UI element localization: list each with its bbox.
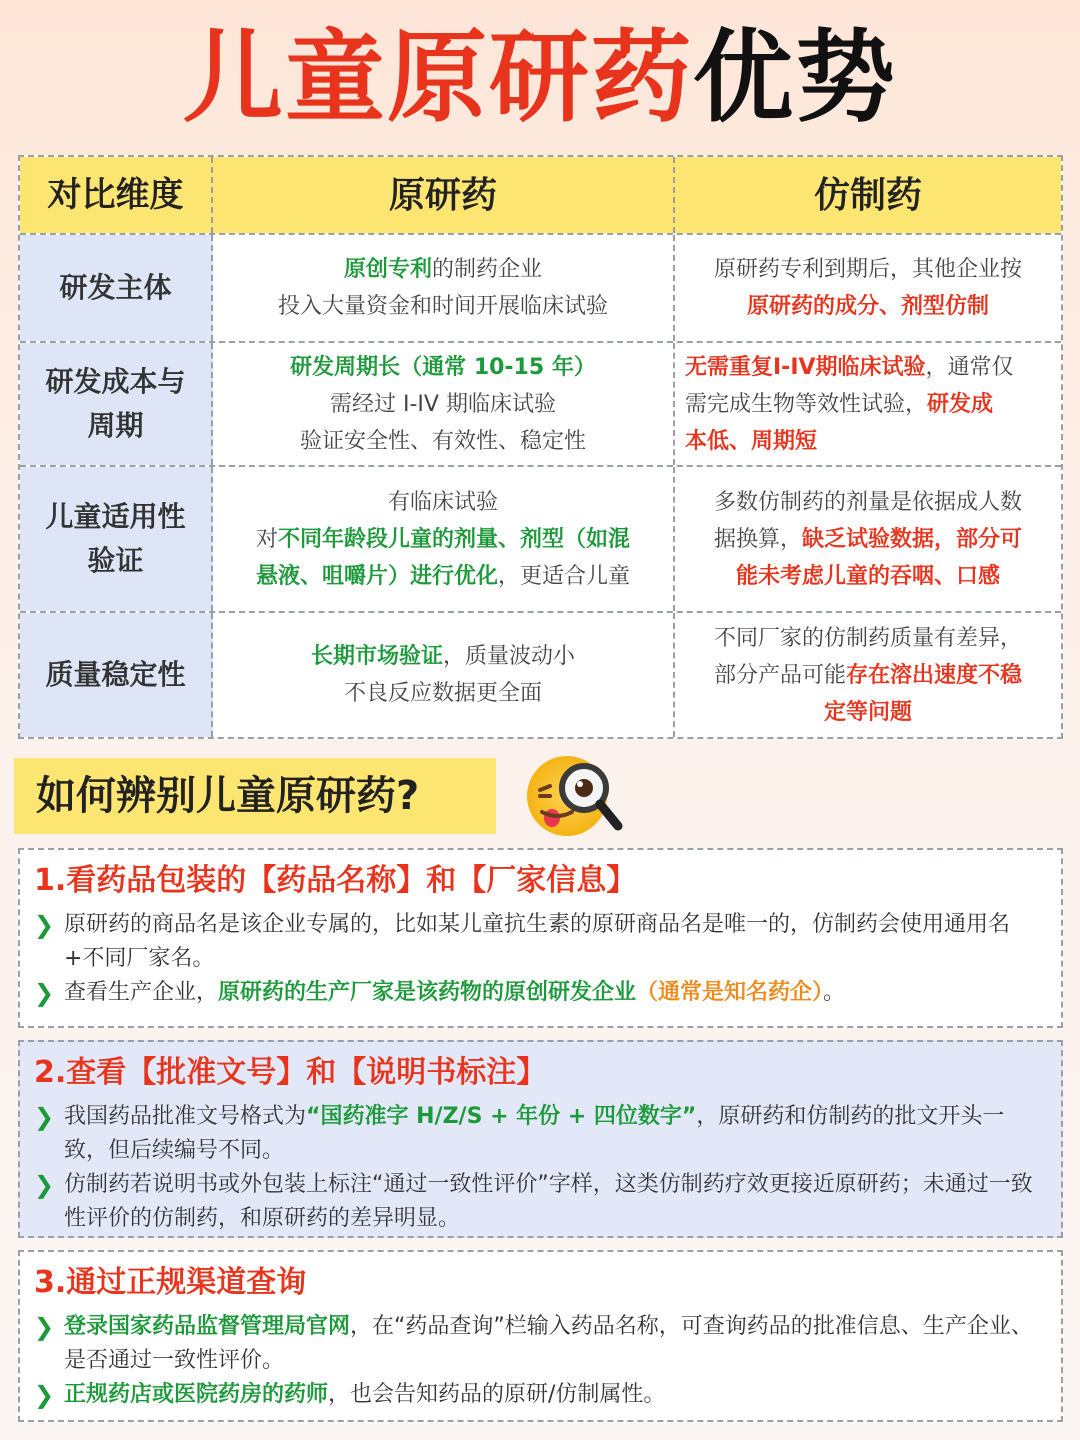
table-row (20, 341, 1061, 465)
list-item (34, 1310, 1047, 1378)
section-3 (18, 1250, 1063, 1422)
cell-text: 不良反应数据更全面 (343, 681, 542, 706)
highlight-red: 研发成 (927, 391, 994, 417)
generic-cell (675, 235, 1061, 341)
comparison-table (18, 155, 1063, 739)
highlight-green: 登录国家药品监督管理局官网 (64, 1314, 351, 1339)
dim-line: 研发成本与 (45, 365, 186, 398)
bullet-part: 查看生产企业， (64, 980, 219, 1005)
bullet-part: ，在“药品查询”栏输入药品名称，可查询药品的批准信息、生产企业、是否通过一致性评价。 (64, 1314, 1033, 1373)
highlight-orange: （通常是知名药企） (636, 980, 824, 1005)
header-original: 原研药 (213, 157, 675, 233)
bullet-text (64, 1310, 1047, 1378)
highlight-green: 不同年龄段儿童的剂量、剂型（如混 (278, 526, 631, 552)
list-item (34, 1168, 1047, 1236)
row-dimension (20, 467, 213, 611)
cell-text: ，质量波动小 (443, 644, 576, 669)
highlight-green: 长期市场验证 (310, 644, 443, 669)
table-row (20, 233, 1061, 341)
dim-line: 验证 (87, 544, 144, 577)
highlight-red: 原研药的成分、剂型仿制 (746, 294, 989, 319)
row-dimension (20, 343, 213, 465)
bullet-text: 仿制药若说明书或外包装上标注“通过一致性评价”字样，这类仿制药疗效更接近原研药；未通过一致性评价的仿制药，和原研药的差异明显。 (64, 1172, 1033, 1231)
cell-text: 投入大量资金和时间开展临床试验 (277, 294, 608, 319)
chevron-right-icon: ❯ (34, 1171, 55, 1199)
table-header (20, 157, 1061, 233)
cell-text: ，通常仅 (925, 354, 1014, 380)
highlight-red: 本低、周期短 (685, 428, 818, 454)
section-1-title: 1.看药品包装的【药品名称】和【厂家信息】 (34, 863, 637, 898)
highlight-red: 定等问题 (823, 699, 912, 725)
title-black: 优势 (693, 19, 897, 136)
cell-text: 部分产品可能 (713, 662, 846, 688)
cell-text: 多数仿制药的剂量是依据成人数 (713, 489, 1022, 515)
cell-text: ，更适合儿童 (498, 563, 631, 589)
original-cell (213, 343, 675, 465)
highlight-red: 无需重复I-IV期临床试验 (685, 354, 926, 380)
title-red: 儿童原研药 (183, 19, 693, 136)
table-row (20, 465, 1061, 611)
chevron-right-icon: ❯ (34, 1103, 55, 1131)
bullet-part: 。 (823, 980, 846, 1005)
bullet-text: 原研药的商品名是该企业专属的，比如某儿童抗生素的原研商品名是唯一的，仿制药会使用通用名+不同厂家名。 (64, 912, 1011, 971)
list-item (34, 908, 1047, 976)
highlight-green: “国药准字 H/Z/S + 年份 + 四位数字” (306, 1104, 697, 1129)
row-dimension: 研发主体 (20, 235, 213, 341)
cell-text: 需完成生物等效性试验， (685, 391, 928, 417)
bullet-part: 我国药品批准文号格式为 (64, 1104, 307, 1129)
highlight-green: 悬液、咀嚼片）进行优化 (255, 563, 498, 589)
highlight-red: 存在溶出速度不稳 (846, 662, 1023, 688)
row-dimension: 质量稳定性 (20, 613, 213, 737)
section-2-title: 2.查看【批准文号】和【说明书标注】 (34, 1055, 547, 1090)
list-item (34, 1378, 1047, 1412)
cell-text: 需经过 I-IV 期临床试验 (330, 391, 556, 417)
dim-line: 周期 (87, 409, 144, 442)
magnifier-face-icon (522, 750, 632, 840)
cell-text: 对 (255, 526, 278, 552)
highlight-red: 能未考虑儿童的吞咽、口感 (735, 563, 1000, 589)
section-2 (18, 1040, 1063, 1238)
cell-text: 有临床试验 (387, 489, 498, 515)
chevron-right-icon: ❯ (34, 911, 55, 939)
bullet-part: ，原研药和仿制药的批文开头一致，但后续编号不同。 (64, 1104, 1005, 1163)
page-title (0, 18, 1080, 138)
highlight-green: 正规药店或医院药房的药师 (64, 1382, 329, 1407)
cell-text: 的制药企业 (432, 257, 543, 282)
header-generic: 仿制药 (675, 157, 1061, 233)
chevron-right-icon: ❯ (34, 1381, 55, 1409)
list-item (34, 1100, 1047, 1168)
highlight-red: 缺乏试验数据，部分可 (802, 526, 1023, 552)
cell-text: 不同厂家的仿制药质量有差异， (713, 625, 1022, 651)
section-3-title: 3.通过正规渠道查询 (34, 1265, 307, 1300)
list-item (34, 976, 1047, 1010)
original-cell (213, 235, 675, 341)
header-dimension: 对比维度 (20, 157, 213, 233)
dim-line: 儿童适用性 (45, 500, 186, 533)
chevron-right-icon: ❯ (34, 1313, 55, 1341)
generic-cell (675, 467, 1061, 611)
cell-text: 据换算， (713, 526, 802, 552)
highlight-green: 原创专利 (343, 257, 432, 282)
generic-cell (675, 613, 1061, 737)
original-cell (213, 613, 675, 737)
highlight-green: 原研药的生产厂家是该药物的原创研发企业 (218, 980, 637, 1005)
bullet-text (64, 976, 1047, 1010)
bullet-text (64, 1100, 1047, 1168)
generic-cell (675, 343, 1061, 465)
cell-text: 原研药专利到期后，其他企业按 (713, 257, 1022, 282)
section-heading: 如何辨别儿童原研药? (14, 758, 496, 834)
table-row (20, 611, 1061, 737)
chevron-right-icon: ❯ (34, 979, 55, 1007)
original-cell (213, 467, 675, 611)
highlight-green: 研发周期长（通常 10-15 年） (290, 354, 596, 380)
bullet-text (64, 1378, 1047, 1412)
cell-text: 验证安全性、有效性、稳定性 (299, 428, 586, 454)
section-1 (18, 848, 1063, 1028)
bullet-part: ，也会告知药品的原研/仿制属性。 (328, 1382, 666, 1407)
